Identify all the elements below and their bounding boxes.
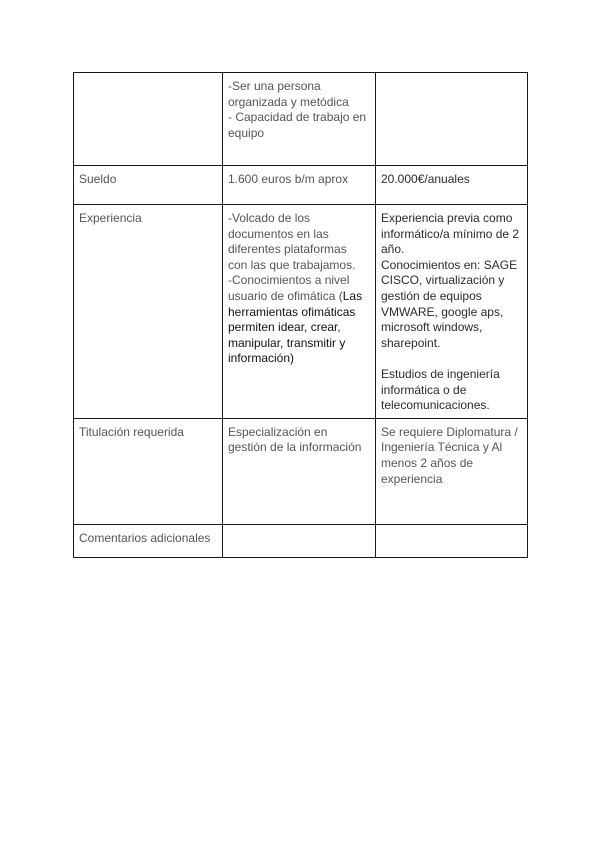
profile-cell [223,73,376,166]
cell-line: telecomunicaciones. [381,398,490,413]
cell-line: diferentes plataformas [228,242,347,257]
row-label-sueldo: Sueldo [79,172,117,186]
row-label-cell [74,166,223,205]
profile-cell [223,524,376,557]
cell-line: año. [381,242,405,257]
cell-line: informático/a mínimo de 2 [381,226,520,241]
cell-line: VMWARE, google aps, [381,304,504,319]
cell-line: documentos en las [228,226,329,241]
cell-line: Se requiere Diplomatura / [381,424,518,439]
cell-line: equipo [228,125,265,140]
row-label-cell [74,205,223,419]
cell-line: Estudios de ingeniería [381,366,500,381]
table-row [74,524,528,557]
cell-line: experiencia [381,471,443,486]
table-row [74,73,528,166]
offer-cell [376,418,528,524]
row-label-cell [74,418,223,524]
cell-line: -Conocimientos a nivel [228,273,350,288]
cell-line-dark: manipular, transmitir y [228,335,346,350]
table-row [74,205,528,419]
cell-line: 20.000€/anuales [381,172,470,186]
offer-cell [376,524,528,557]
cell-line: con las que trabajamos. [228,257,356,272]
cell-line: microsoft windows, [381,320,483,335]
profile-cell [223,166,376,205]
cell-line: gestión de equipos [381,288,482,303]
table-row [74,418,528,524]
offer-cell [376,166,528,205]
cell-line: Conocimientos en: SAGE [381,257,518,272]
cell-line: -Ser una persona [228,79,321,93]
cell-line: informática o de [381,382,467,397]
requirements-table [73,72,528,558]
cell-line: gestión de la información [228,440,362,455]
cell-line-dark: información) [228,351,295,366]
cell-text: usuario de ofimática ( [228,288,343,303]
cell-line-dark: herramientas ofimáticas [228,304,356,319]
cell-line: - Capacidad de trabajo en [228,110,367,125]
row-label-cell [74,73,223,166]
cell-text-dark: Las [342,288,363,303]
paragraph-spacer [381,351,522,367]
cell-line: 1.600 euros b/m aprox [228,172,349,186]
profile-cell [223,418,376,524]
table-row [74,166,528,205]
offer-cell [376,205,528,419]
cell-line: Ingeniería Técnica y Al [381,440,503,455]
row-label-experiencia: Experiencia [79,211,142,225]
cell-line: organizada y metódica [228,94,349,109]
row-label-cell [74,524,223,557]
cell-line: Especialización en [228,424,328,439]
cell-line-mixed [228,289,370,305]
profile-cell [223,205,376,419]
cell-line: CISCO, virtualización y [381,273,505,288]
row-label-comentarios: Comentarios adicionales [79,530,211,545]
cell-line: sharepoint. [381,335,441,350]
cell-line: Experiencia previa como [381,211,513,225]
cell-line: -Volcado de los [228,211,311,225]
cell-line-dark: permiten idear, crear, [228,320,341,335]
offer-cell [376,73,528,166]
cell-line: menos 2 años de [381,455,474,470]
row-label-titulacion: Titulación requerida [79,424,184,439]
